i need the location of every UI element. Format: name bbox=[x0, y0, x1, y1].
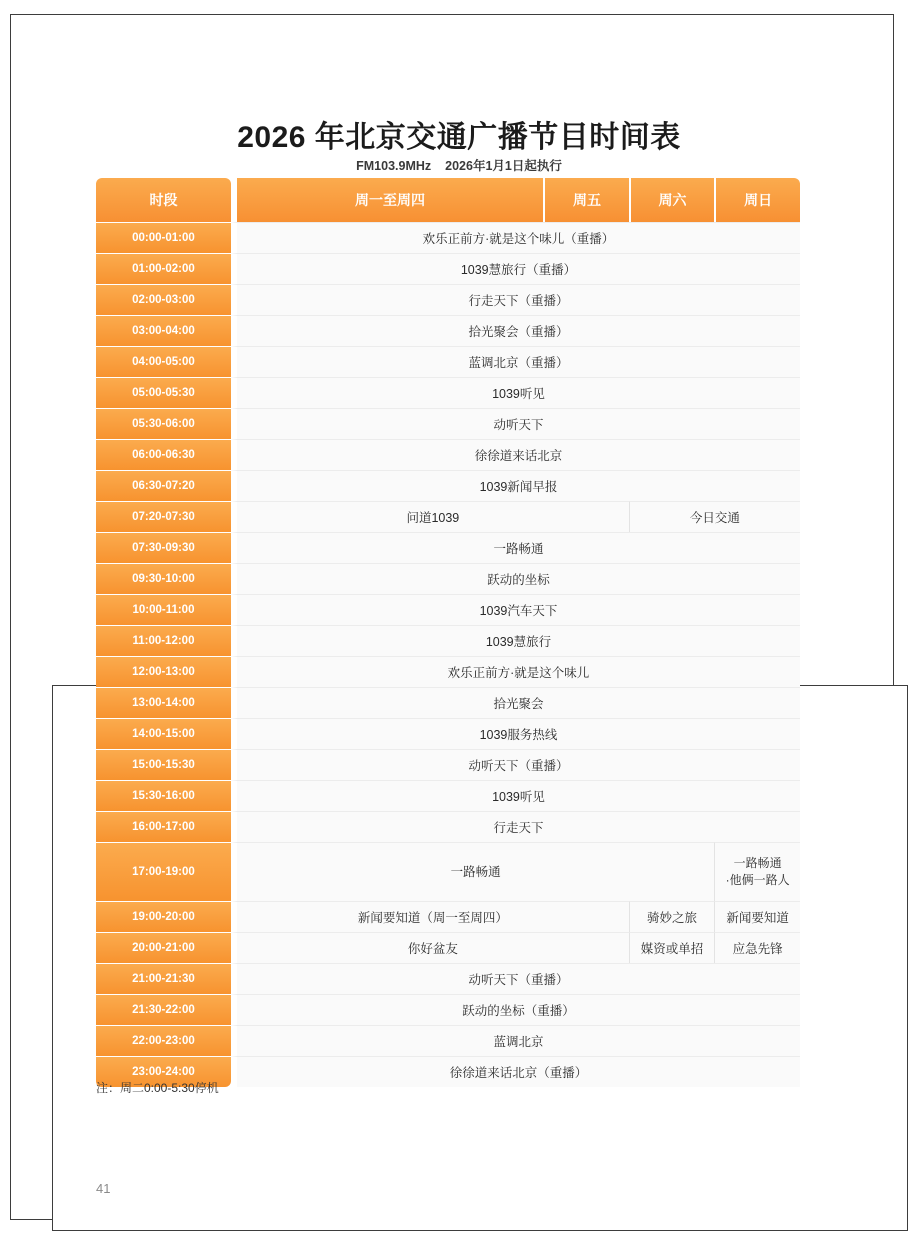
time-slot-cell: 19:00-20:00 bbox=[96, 901, 231, 932]
table-row bbox=[96, 439, 800, 470]
table-row bbox=[96, 222, 800, 253]
schedule-body bbox=[96, 222, 800, 1087]
program-cell: 拾光聚会 bbox=[231, 687, 800, 718]
table-row bbox=[96, 687, 800, 718]
program-cell: 欢乐正前方·就是这个味儿（重播） bbox=[231, 222, 800, 253]
table-row bbox=[96, 932, 800, 963]
program-cell: 跃动的坐标 bbox=[231, 563, 800, 594]
program-cell: 1039听见 bbox=[231, 780, 800, 811]
time-slot-cell: 17:00-19:00 bbox=[96, 842, 231, 901]
program-cell: 今日交通 bbox=[629, 501, 800, 532]
program-cell: 徐徐道来话北京 bbox=[231, 439, 800, 470]
table-row bbox=[96, 749, 800, 780]
time-slot-cell: 15:00-15:30 bbox=[96, 749, 231, 780]
table-row bbox=[96, 501, 800, 532]
table-row bbox=[96, 532, 800, 563]
table-row bbox=[96, 780, 800, 811]
program-cell: 蓝调北京（重播） bbox=[231, 346, 800, 377]
time-slot-cell: 03:00-04:00 bbox=[96, 315, 231, 346]
page-title: 2026 年北京交通广播节目时间表 bbox=[237, 121, 681, 154]
table-row bbox=[96, 842, 800, 901]
header-sun: 周日 bbox=[714, 178, 800, 222]
table-row bbox=[96, 901, 800, 932]
time-slot-cell: 05:30-06:00 bbox=[96, 408, 231, 439]
time-slot-cell: 06:00-06:30 bbox=[96, 439, 231, 470]
table-row bbox=[96, 994, 800, 1025]
program-cell: 拾光聚会（重播） bbox=[231, 315, 800, 346]
table-row bbox=[96, 718, 800, 749]
table-row bbox=[96, 346, 800, 377]
program-cell: 行走天下（重播） bbox=[231, 284, 800, 315]
table-row bbox=[96, 253, 800, 284]
program-cell: 徐徐道来话北京（重播） bbox=[231, 1056, 800, 1087]
table-row bbox=[96, 656, 800, 687]
time-slot-cell: 16:00-17:00 bbox=[96, 811, 231, 842]
time-slot-cell: 21:00-21:30 bbox=[96, 963, 231, 994]
program-cell: 新闻要知道（周一至周四） bbox=[231, 901, 629, 932]
schedule-table-wrapper bbox=[96, 178, 800, 1087]
table-row bbox=[96, 811, 800, 842]
program-cell: 你好盆友 bbox=[231, 932, 629, 963]
time-slot-cell: 07:20-07:30 bbox=[96, 501, 231, 532]
program-cell: 骑妙之旅 bbox=[629, 901, 715, 932]
header-fri: 周五 bbox=[543, 178, 629, 222]
program-cell: 1039慧旅行 bbox=[231, 625, 800, 656]
header-time: 时段 bbox=[96, 178, 231, 222]
program-cell: 问道1039 bbox=[231, 501, 629, 532]
program-cell: 媒资或单招 bbox=[629, 932, 715, 963]
table-row bbox=[96, 1025, 800, 1056]
time-slot-cell: 05:00-05:30 bbox=[96, 377, 231, 408]
program-cell: 动听天下（重播） bbox=[231, 749, 800, 780]
table-row bbox=[96, 408, 800, 439]
time-slot-cell: 09:30-10:00 bbox=[96, 563, 231, 594]
program-cell-line: 一路畅通 bbox=[733, 855, 782, 870]
program-cell bbox=[714, 842, 800, 901]
subtitle-effective-date: 2026年1月1日起执行 bbox=[445, 159, 562, 173]
table-row bbox=[96, 625, 800, 656]
time-slot-cell: 06:30-07:20 bbox=[96, 470, 231, 501]
program-cell: 一路畅通 bbox=[231, 532, 800, 563]
program-cell: 蓝调北京 bbox=[231, 1025, 800, 1056]
program-cell: 欢乐正前方·就是这个味儿 bbox=[231, 656, 800, 687]
time-slot-cell: 01:00-02:00 bbox=[96, 253, 231, 284]
program-cell: 一路畅通 bbox=[231, 842, 714, 901]
program-cell: 应急先锋 bbox=[714, 932, 800, 963]
table-row bbox=[96, 963, 800, 994]
time-slot-cell: 12:00-13:00 bbox=[96, 656, 231, 687]
time-slot-cell: 22:00-23:00 bbox=[96, 1025, 231, 1056]
time-slot-cell: 20:00-21:00 bbox=[96, 932, 231, 963]
program-cell: 1039慧旅行（重播） bbox=[231, 253, 800, 284]
header-sat: 周六 bbox=[629, 178, 715, 222]
time-slot-cell: 10:00-11:00 bbox=[96, 594, 231, 625]
program-cell: 跃动的坐标（重播） bbox=[231, 994, 800, 1025]
program-cell: 行走天下 bbox=[231, 811, 800, 842]
schedule-note: 注：周二0:00-5:30停机 bbox=[96, 1081, 219, 1095]
program-cell: 1039服务热线 bbox=[231, 718, 800, 749]
time-slot-cell: 13:00-14:00 bbox=[96, 687, 231, 718]
program-cell: 1039新闻早报 bbox=[231, 470, 800, 501]
program-cell-line: ·他俩一路人 bbox=[725, 873, 790, 887]
time-slot-cell: 11:00-12:00 bbox=[96, 625, 231, 656]
time-slot-cell: 15:30-16:00 bbox=[96, 780, 231, 811]
program-cell: 动听天下 bbox=[231, 408, 800, 439]
table-row bbox=[96, 594, 800, 625]
program-cell: 1039听见 bbox=[231, 377, 800, 408]
table-row bbox=[96, 470, 800, 501]
time-slot-cell: 04:00-05:00 bbox=[96, 346, 231, 377]
program-cell: 1039汽车天下 bbox=[231, 594, 800, 625]
program-cell: 动听天下（重播） bbox=[231, 963, 800, 994]
time-slot-cell: 00:00-01:00 bbox=[96, 222, 231, 253]
header-mon-thu: 周一至周四 bbox=[231, 178, 543, 222]
page-subtitle bbox=[0, 156, 918, 174]
subtitle-frequency: FM103.9MHz bbox=[356, 159, 432, 173]
table-header-row bbox=[96, 178, 800, 222]
time-slot-cell: 14:00-15:00 bbox=[96, 718, 231, 749]
schedule-table bbox=[96, 178, 800, 1087]
program-cell: 新闻要知道 bbox=[714, 901, 800, 932]
time-slot-cell: 02:00-03:00 bbox=[96, 284, 231, 315]
table-row bbox=[96, 315, 800, 346]
table-row bbox=[96, 377, 800, 408]
page-number: 41 bbox=[96, 1181, 111, 1196]
table-row bbox=[96, 284, 800, 315]
time-slot-cell: 23:00-24:00 bbox=[96, 1056, 231, 1087]
time-slot-cell: 21:30-22:00 bbox=[96, 994, 231, 1025]
time-slot-cell: 07:30-09:30 bbox=[96, 532, 231, 563]
table-row bbox=[96, 563, 800, 594]
